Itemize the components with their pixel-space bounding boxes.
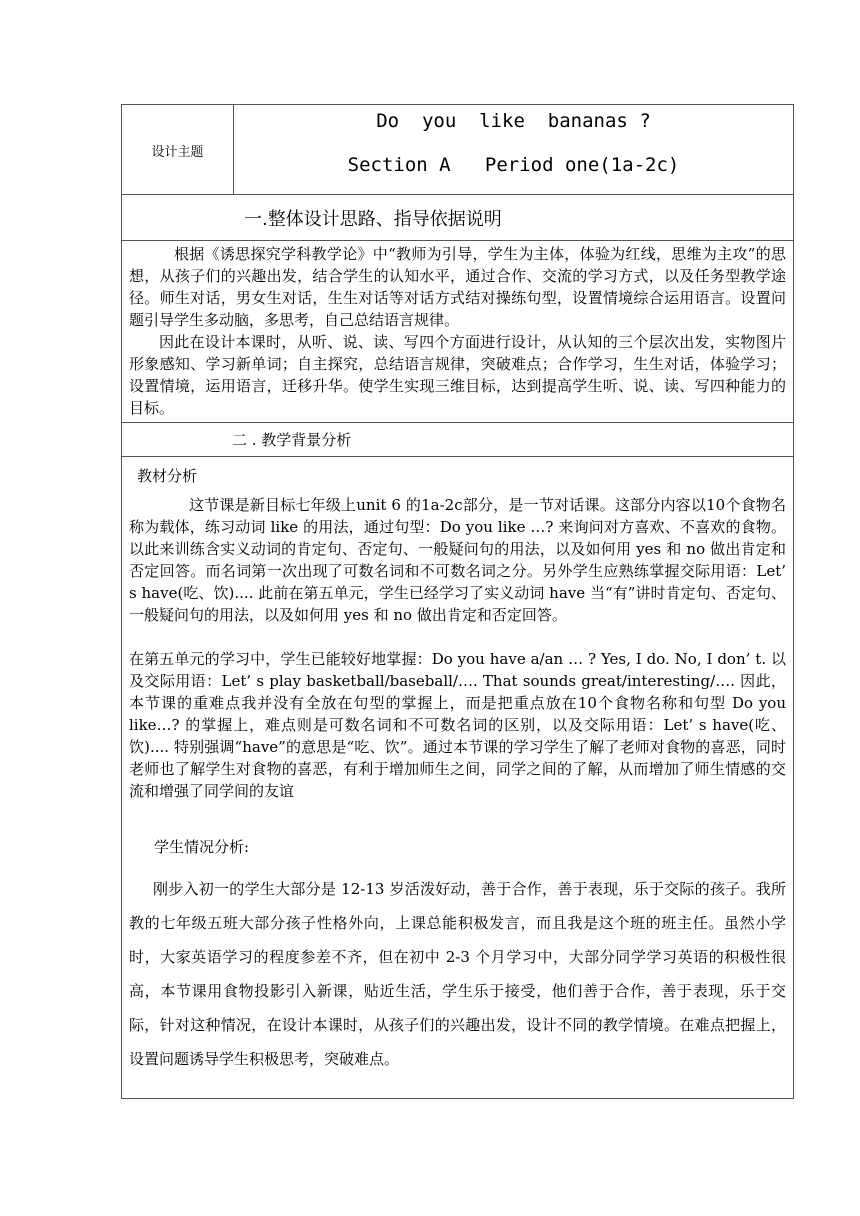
theme-row <box>122 105 793 195</box>
section2-body-row <box>122 457 793 1098</box>
section2-heading: 二 . 教学背景分析 <box>232 431 352 449</box>
lesson-title-line1: Do you like bananas ? <box>376 110 651 132</box>
lesson-title-line2: Section A Period one(1a-2c) <box>347 154 680 176</box>
section1-paragraph-1: 根据《诱思探究学科教学论》中“教师为引导，学生为主体，体验为红线，思维为主攻”的思想，从孩子们的兴趣出发，结合学生的认知水平，通过合作、交流的学习方式，以及任务型教学途径。师生对话，男女生对话，生生对话等对话方式结对操练句型，设置情境综合运用语言。设置问题引导学生多动脑，多思考，自己总结语言规律。 <box>129 245 786 329</box>
student-analysis-label: 学生情况分析: <box>154 838 250 856</box>
section1-heading-row <box>122 195 793 241</box>
section1-paragraph-2: 因此在设计本课时，从听、说、读、写四个方面进行设计，从认知的三个层次出发，实物图片形象感知、学习新单词；自主探究，总结语言规律，突破难点；合作学习，生生对话，体验学习；设置情境，运用语言，迁移升华。使学生实现三维目标，达到提高学生听、说、读、写四种能力的目标。 <box>129 333 786 417</box>
section1-heading: 一.整体设计思路、指导依据说明 <box>244 209 502 230</box>
lesson-plan-table <box>121 104 794 1099</box>
section1-body-row <box>122 241 793 423</box>
theme-label: 设计主题 <box>122 105 234 195</box>
material-analysis-label: 教材分析 <box>137 467 198 485</box>
material-paragraph-2: 在第五单元的学习中，学生已能较好地掌握：Do you have a/an … ? Yes, I do. No, I don’ t. 以及交际用语：Let’ s play basketball/baseball/…. That sounds great/interesting/…. 因此，本节课的重难点我并没有全放在句型的掌握上，而是把重点放在10个食物名称和句型 Do you like…? 的掌握上，难点则是可数名词和不可数名词的区别，以及交际用语：Let’ s have(吃、饮).... 特别强调“have”的意思是“吃、饮”。通过本节课的学习学生了解了老师对食物的喜恶，同时老师也了解学生对食物的喜恶，有利于增加师生之间，同学之间的了解，从而增加了师生情感的交流和增强了同学间的友谊 <box>129 650 786 800</box>
section2-heading-row <box>122 423 793 457</box>
student-paragraph: 刚步入初一的学生大部分是 12-13 岁活泼好动，善于合作，善于表现，乐于交际的孩子。我所教的七年级五班大部分孩子性格外向，上课总能积极发言，而且我是这个班的班主任。虽然小学时，大家英语学习的程度参差不齐，但在初中 2-3 个月学习中，大部分同学学习英语的积极性很高，本节课用食物投影引入新课，贴近生活，学生乐于接受，他们善于合作，善于表现，乐于交际，针对这种情况，在设计本课时，从孩子们的兴趣出发，设计不同的教学情境。在难点把握上，设置问题诱导学生积极思考，突破难点。 <box>129 880 786 1068</box>
lesson-title <box>234 105 793 195</box>
material-paragraph-1: 这节课是新目标七年级上unit 6 的1a-2c部分，是一节对话课。这部分内容以10个食物名称为载体，练习动词 like 的用法，通过句型：Do you like …? 来询问对方喜欢、不喜欢的食物。以此来训练含实义动词的肯定句、否定句、一般疑问句的用法，以及如何用 yes 和 no 做出肯定和否定回答。而名词第一次出现了可数名词和不可数名词之分。另外学生应熟练掌握交际用语：Let’ s have(吃、饮).... 此前在第五单元，学生已经学习了实义动词 have 当“有”讲时肯定句、否定句、一般疑问句的用法，以及如何用 yes 和 no 做出肯定和否定回答。 <box>129 496 786 624</box>
